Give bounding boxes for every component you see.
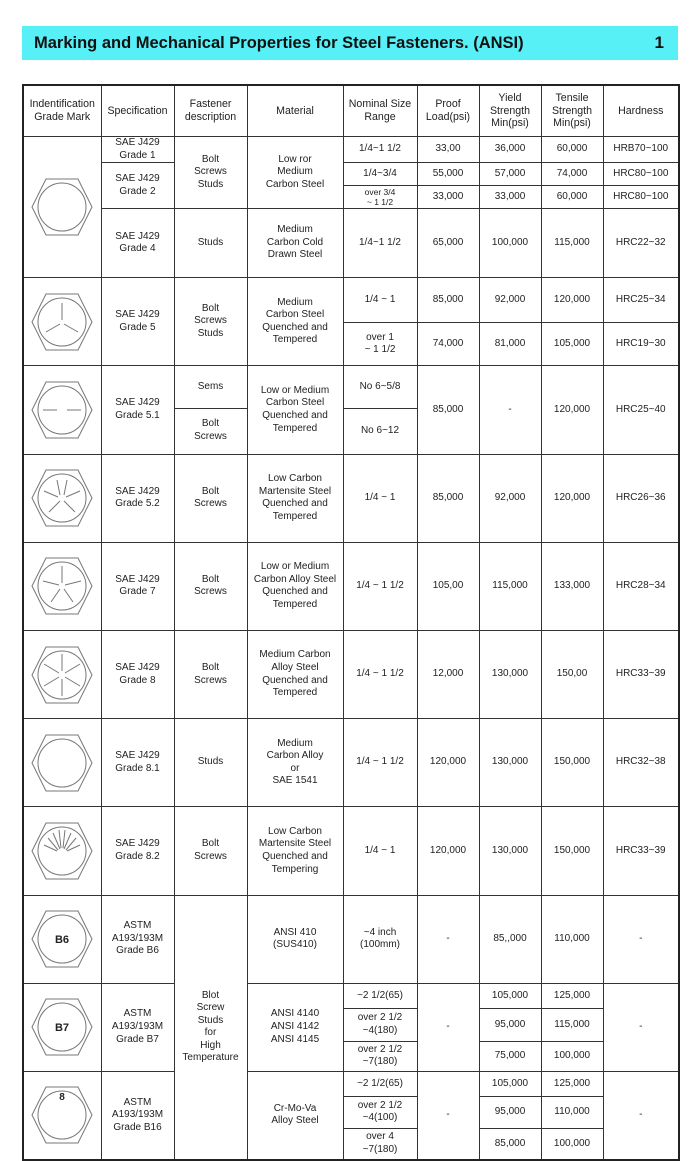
size-cell: over 2 1/2 ~4(180): [343, 1009, 417, 1041]
size-cell: 1/4~3/4: [343, 163, 417, 186]
page-title: Marking and Mechanical Properties for Steel Fasteners. (ANSI): [34, 33, 524, 52]
spec-cell: ASTM A193/193M Grade B7: [101, 983, 174, 1071]
hardness-cell: HRC25~34: [603, 278, 679, 323]
table-row: [23, 366, 679, 408]
yield-cell: 130,000: [479, 630, 541, 718]
header-material: Material: [247, 85, 343, 137]
proof-cell: 85,000: [417, 366, 479, 454]
hardness-cell: HRC25~40: [603, 366, 679, 454]
yield-cell: 85,000: [479, 1128, 541, 1160]
size-cell: No 6~12: [343, 408, 417, 454]
hardness-cell: HRC33~39: [603, 630, 679, 718]
yield-cell: 95,000: [479, 1009, 541, 1041]
header-tensile: Tensile Strength Min(psi): [541, 85, 603, 137]
size-cell: over 3/4 ~ 1 1/2: [343, 186, 417, 209]
hardness-cell: -: [603, 895, 679, 983]
spec-cell: SAE J429 Grade 5: [101, 278, 174, 366]
hardness-cell: HRB70~100: [603, 137, 679, 163]
proof-cell: 33,000: [417, 186, 479, 209]
proof-cell: 65,000: [417, 209, 479, 278]
hardness-cell: HRC80~100: [603, 186, 679, 209]
table-row: [23, 137, 679, 163]
yield-cell: -: [479, 366, 541, 454]
hex-b16-icon: [23, 1071, 101, 1160]
tensile-cell: 60,000: [541, 137, 603, 163]
yield-cell: 130,000: [479, 807, 541, 895]
fastener-cell: Sems: [174, 366, 247, 408]
material-cell: Low Carbon Martensite Steel Quenched and Tempering: [247, 807, 343, 895]
size-cell: 1/4~1 1/2: [343, 137, 417, 163]
spec-cell: SAE J429 Grade 5.2: [101, 454, 174, 542]
proof-cell: 85,000: [417, 278, 479, 323]
size-cell: 1/4 ~ 1 1/2: [343, 719, 417, 807]
hardness-cell: HRC19~30: [603, 322, 679, 365]
proof-cell: 85,000: [417, 454, 479, 542]
fastener-properties-table: [22, 84, 680, 1161]
yield-cell: 75,000: [479, 1041, 541, 1071]
size-cell: over 1 ~ 1 1/2: [343, 322, 417, 365]
spec-cell: SAE J429 Grade 7: [101, 542, 174, 630]
size-cell: over 2 1/2 ~7(180): [343, 1041, 417, 1071]
header-proof: Proof Load(psi): [417, 85, 479, 137]
table-row: [23, 542, 679, 630]
header-row: [23, 85, 679, 137]
yield-cell: 57,000: [479, 163, 541, 186]
hardness-cell: HRC26~36: [603, 454, 679, 542]
header-specification: Specification: [101, 85, 174, 137]
fastener-cell: Bolt Screws Studs: [174, 137, 247, 209]
table-row: [23, 807, 679, 895]
yield-cell: 130,000: [479, 719, 541, 807]
yield-cell: 92,000: [479, 454, 541, 542]
tensile-cell: 60,000: [541, 186, 603, 209]
proof-cell: 120,000: [417, 719, 479, 807]
fastener-cell: Bolt Screws Studs: [174, 278, 247, 366]
header-size: Nominal Size Range: [343, 85, 417, 137]
fastener-cell: Studs: [174, 719, 247, 807]
material-cell: Low Carbon Martensite Steel Quenched and Tempered: [247, 454, 343, 542]
tensile-cell: 100,000: [541, 1041, 603, 1071]
hex-three-lines-icon: [23, 278, 101, 366]
hardness-cell: -: [603, 983, 679, 1071]
fastener-cell: Bolt Screws: [174, 630, 247, 718]
hex-six-lines-icon: [23, 454, 101, 542]
tensile-cell: 110,000: [541, 1097, 603, 1129]
proof-cell: 74,000: [417, 322, 479, 365]
proof-cell: 33,00: [417, 137, 479, 163]
spec-cell: SAE J429 Grade 8.1: [101, 719, 174, 807]
tensile-cell: 120,000: [541, 454, 603, 542]
material-cell: Low ror Medium Carbon Steel: [247, 137, 343, 209]
hex-five-lines-icon: [23, 542, 101, 630]
spec-cell: SAE J429 Grade 8: [101, 630, 174, 718]
proof-cell: 12,000: [417, 630, 479, 718]
tensile-cell: 110,000: [541, 895, 603, 983]
hex-plain-icon: [23, 719, 101, 807]
yield-cell: 85,,000: [479, 895, 541, 983]
table-row: [23, 278, 679, 323]
spec-cell: SAE J429 Grade 5.1: [101, 366, 174, 454]
tensile-cell: 100,000: [541, 1128, 603, 1160]
proof-cell: -: [417, 895, 479, 983]
hardness-cell: HRC32~38: [603, 719, 679, 807]
header-grade-mark: Indentification Grade Mark: [23, 85, 101, 137]
proof-cell: 120,000: [417, 807, 479, 895]
b6-mark-label: B6: [55, 934, 70, 947]
material-cell: Low or Medium Carbon Steel Quenched and Tempered: [247, 366, 343, 454]
spec-cell: SAE J429 Grade 2: [101, 163, 174, 209]
fastener-cell: Blot Screw Studs for High Temperature: [174, 895, 247, 1160]
size-cell: over 2 1/2 ~4(100): [343, 1097, 417, 1129]
spec-cell: SAE J429 Grade 8.2: [101, 807, 174, 895]
tensile-cell: 125,000: [541, 983, 603, 1009]
table-row: [23, 895, 679, 983]
size-cell: 1/4 ~ 1: [343, 454, 417, 542]
hardness-cell: HRC28~34: [603, 542, 679, 630]
size-cell: ~2 1/2(65): [343, 1071, 417, 1096]
size-cell: 1/4 ~ 1: [343, 807, 417, 895]
b16-mark-label: 8: [59, 1092, 66, 1104]
hex-b6-icon: [23, 895, 101, 983]
tensile-cell: 120,000: [541, 366, 603, 454]
proof-cell: -: [417, 983, 479, 1071]
table-row: [23, 719, 679, 807]
size-cell: over 4 ~7(180): [343, 1128, 417, 1160]
table-row: [23, 163, 679, 186]
tensile-cell: 125,000: [541, 1071, 603, 1096]
tensile-cell: 133,000: [541, 542, 603, 630]
header-hardness: Hardness: [603, 85, 679, 137]
yield-cell: 33,000: [479, 186, 541, 209]
yield-cell: 95,000: [479, 1097, 541, 1129]
tensile-cell: 115,000: [541, 1009, 603, 1041]
proof-cell: 105,00: [417, 542, 479, 630]
yield-cell: 92,000: [479, 278, 541, 323]
material-cell: ANSI 410 (SUS410): [247, 895, 343, 983]
yield-cell: 81,000: [479, 322, 541, 365]
yield-cell: 105,000: [479, 983, 541, 1009]
material-cell: Low or Medium Carbon Alloy Steel Quenched and Tempered: [247, 542, 343, 630]
fastener-cell: Bolt Screws: [174, 807, 247, 895]
material-cell: Medium Carbon Cold Drawn Steel: [247, 209, 343, 278]
tensile-cell: 115,000: [541, 209, 603, 278]
table-row: [23, 454, 679, 542]
fastener-cell: Bolt Screws: [174, 542, 247, 630]
title-bar: [22, 26, 678, 60]
size-cell: 1/4 ~ 1: [343, 278, 417, 323]
hex-plain-icon: [23, 137, 101, 278]
tensile-cell: 120,000: [541, 278, 603, 323]
tensile-cell: 150,00: [541, 630, 603, 718]
material-cell: Cr-Mo-Va Alloy Steel: [247, 1071, 343, 1160]
yield-cell: 36,000: [479, 137, 541, 163]
hardness-cell: HRC80~100: [603, 163, 679, 186]
size-cell: 1/4~1 1/2: [343, 209, 417, 278]
material-cell: ANSI 4140 ANSI 4142 ANSI 4145: [247, 983, 343, 1071]
fastener-cell: Bolt Screws: [174, 408, 247, 454]
proof-cell: -: [417, 1071, 479, 1160]
spec-cell: SAE J429 Grade 4: [101, 209, 174, 278]
size-cell: ~2 1/2(65): [343, 983, 417, 1009]
table-row: [23, 209, 679, 278]
b7-mark-label: B7: [55, 1022, 70, 1035]
tensile-cell: 150,000: [541, 807, 603, 895]
material-cell: Medium Carbon Steel Quenched and Tempered: [247, 278, 343, 366]
hex-sunburst-icon: [23, 807, 101, 895]
size-cell: 1/4 ~ 1 1/2: [343, 542, 417, 630]
yield-cell: 115,000: [479, 542, 541, 630]
spec-cell: SAE J429 Grade 1: [101, 137, 174, 163]
fastener-cell: Bolt Screws: [174, 454, 247, 542]
tensile-cell: 74,000: [541, 163, 603, 186]
material-cell: Medium Carbon Alloy or SAE 1541: [247, 719, 343, 807]
table-row: [23, 983, 679, 1009]
size-cell: No 6~5/8: [343, 366, 417, 408]
fastener-cell: Studs: [174, 209, 247, 278]
size-cell: ~4 inch (100mm): [343, 895, 417, 983]
header-yield: Yield Strength Min(psi): [479, 85, 541, 137]
header-fastener: Fastener description: [174, 85, 247, 137]
spec-cell: ASTM A193/193M Grade B6: [101, 895, 174, 983]
hardness-cell: HRC33~39: [603, 807, 679, 895]
hex-six-radial-lines-icon: [23, 630, 101, 718]
hardness-cell: HRC22~32: [603, 209, 679, 278]
spec-cell: ASTM A193/193M Grade B16: [101, 1071, 174, 1160]
table-row: [23, 630, 679, 718]
proof-cell: 55,000: [417, 163, 479, 186]
page-number: 1: [654, 33, 664, 52]
tensile-cell: 150,000: [541, 719, 603, 807]
yield-cell: 100,000: [479, 209, 541, 278]
hex-b7-icon: [23, 983, 101, 1071]
hex-dashes-icon: [23, 366, 101, 454]
size-cell: 1/4 ~ 1 1/2: [343, 630, 417, 718]
material-cell: Medium Carbon Alloy Steel Quenched and Tempered: [247, 630, 343, 718]
hardness-cell: -: [603, 1071, 679, 1160]
tensile-cell: 105,000: [541, 322, 603, 365]
table-row: [23, 1071, 679, 1096]
yield-cell: 105,000: [479, 1071, 541, 1096]
